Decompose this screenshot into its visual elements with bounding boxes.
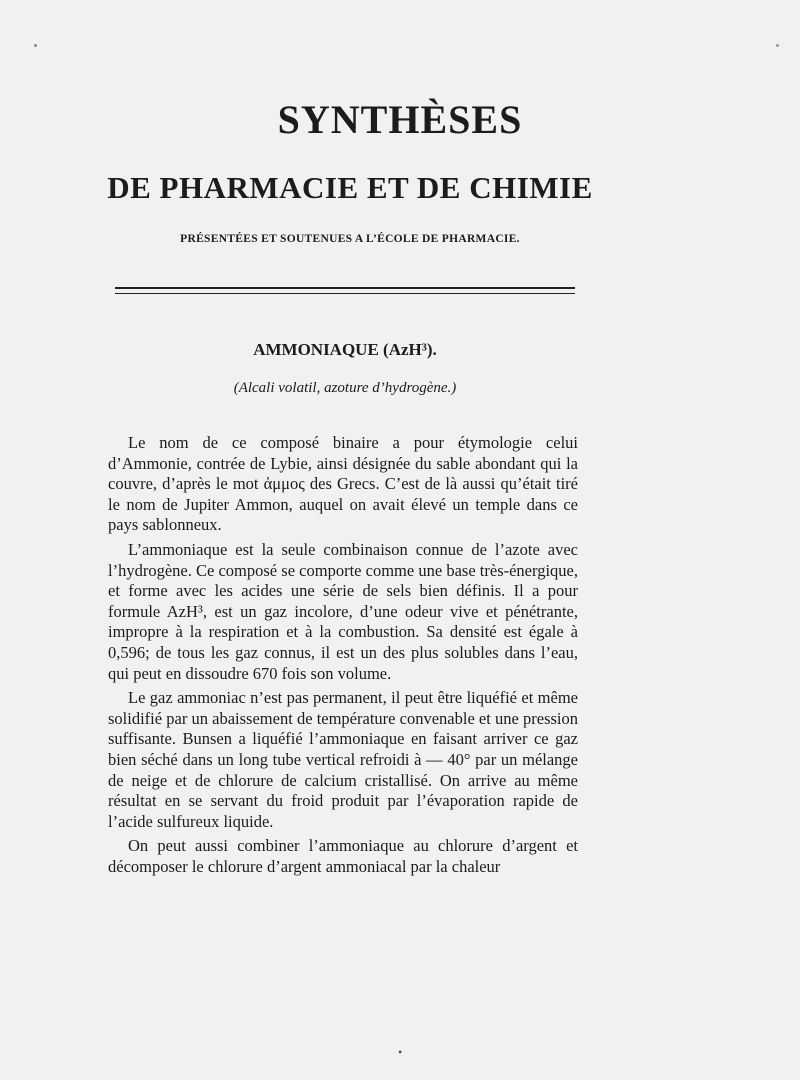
double-rule-divider [115, 287, 575, 294]
paragraph: L’ammoniaque est la seule combinaison connue de l’azote avec l’hydrogène. Ce composé se comporte comme une base très-énergique, et forme avec les acides une série de sels bien définis. Il a pour formule AzH³, est un gaz incolore, d’une odeur vive et pénétrante, impropre à la respiration et à la combustion. Sa densité est égale à 0,596; de tous les gaz connus, il est un des plus solubles dans l’eau, qui peut en dissoudre 670 fois son volume. [108, 539, 578, 683]
title-line-1: SYNTHÈSES [277, 97, 523, 142]
body-text [108, 433, 578, 881]
title-line-2: DE PHARMACIE ET DE CHIMIE [107, 170, 593, 205]
paper-speck [776, 44, 779, 47]
paper-speck [34, 44, 37, 47]
section-subheading: (Alcali volatil, azoture d’hydrogène.) [233, 380, 457, 396]
footer-mark: • [398, 1045, 403, 1059]
paragraph: Le nom de ce composé binaire a pour étymologie celui d’Ammonie, contrée de Lybie, ainsi désignée du sable abondant qui la couvre, d’après le mot ἀμμος des Grecs. C’est de là aussi qu’était tiré le nom de Jupiter Ammon, auquel on avait élevé un temple dans ce pays sablonneux. [108, 433, 578, 535]
subtitle: PRÉSENTÉES ET SOUTENUES A L’ÉCOLE DE PHARMACIE. [180, 233, 520, 245]
section-heading: AMMONIAQUE (AzH³). [253, 340, 437, 359]
paragraph: Le gaz ammoniac n’est pas permanent, il peut être liquéfié et même solidifié par un abaissement de température convenable et une pression suffisante. Bunsen a liquéfié l’ammoniaque en faisant arriver ce gaz bien séché dans un long tube vertical refroidi à — 40° par un mélange de neige et de chlorure de calcium cristallisé. On arrive au même résultat en se servant du froid produit par l’évaporation rapide de l’acide sulfureux liquide. [108, 688, 578, 831]
paragraph: On peut aussi combiner l’ammoniaque au chlorure d’argent et décomposer le chlorure d’argent ammoniacal par la chaleur [108, 836, 578, 876]
